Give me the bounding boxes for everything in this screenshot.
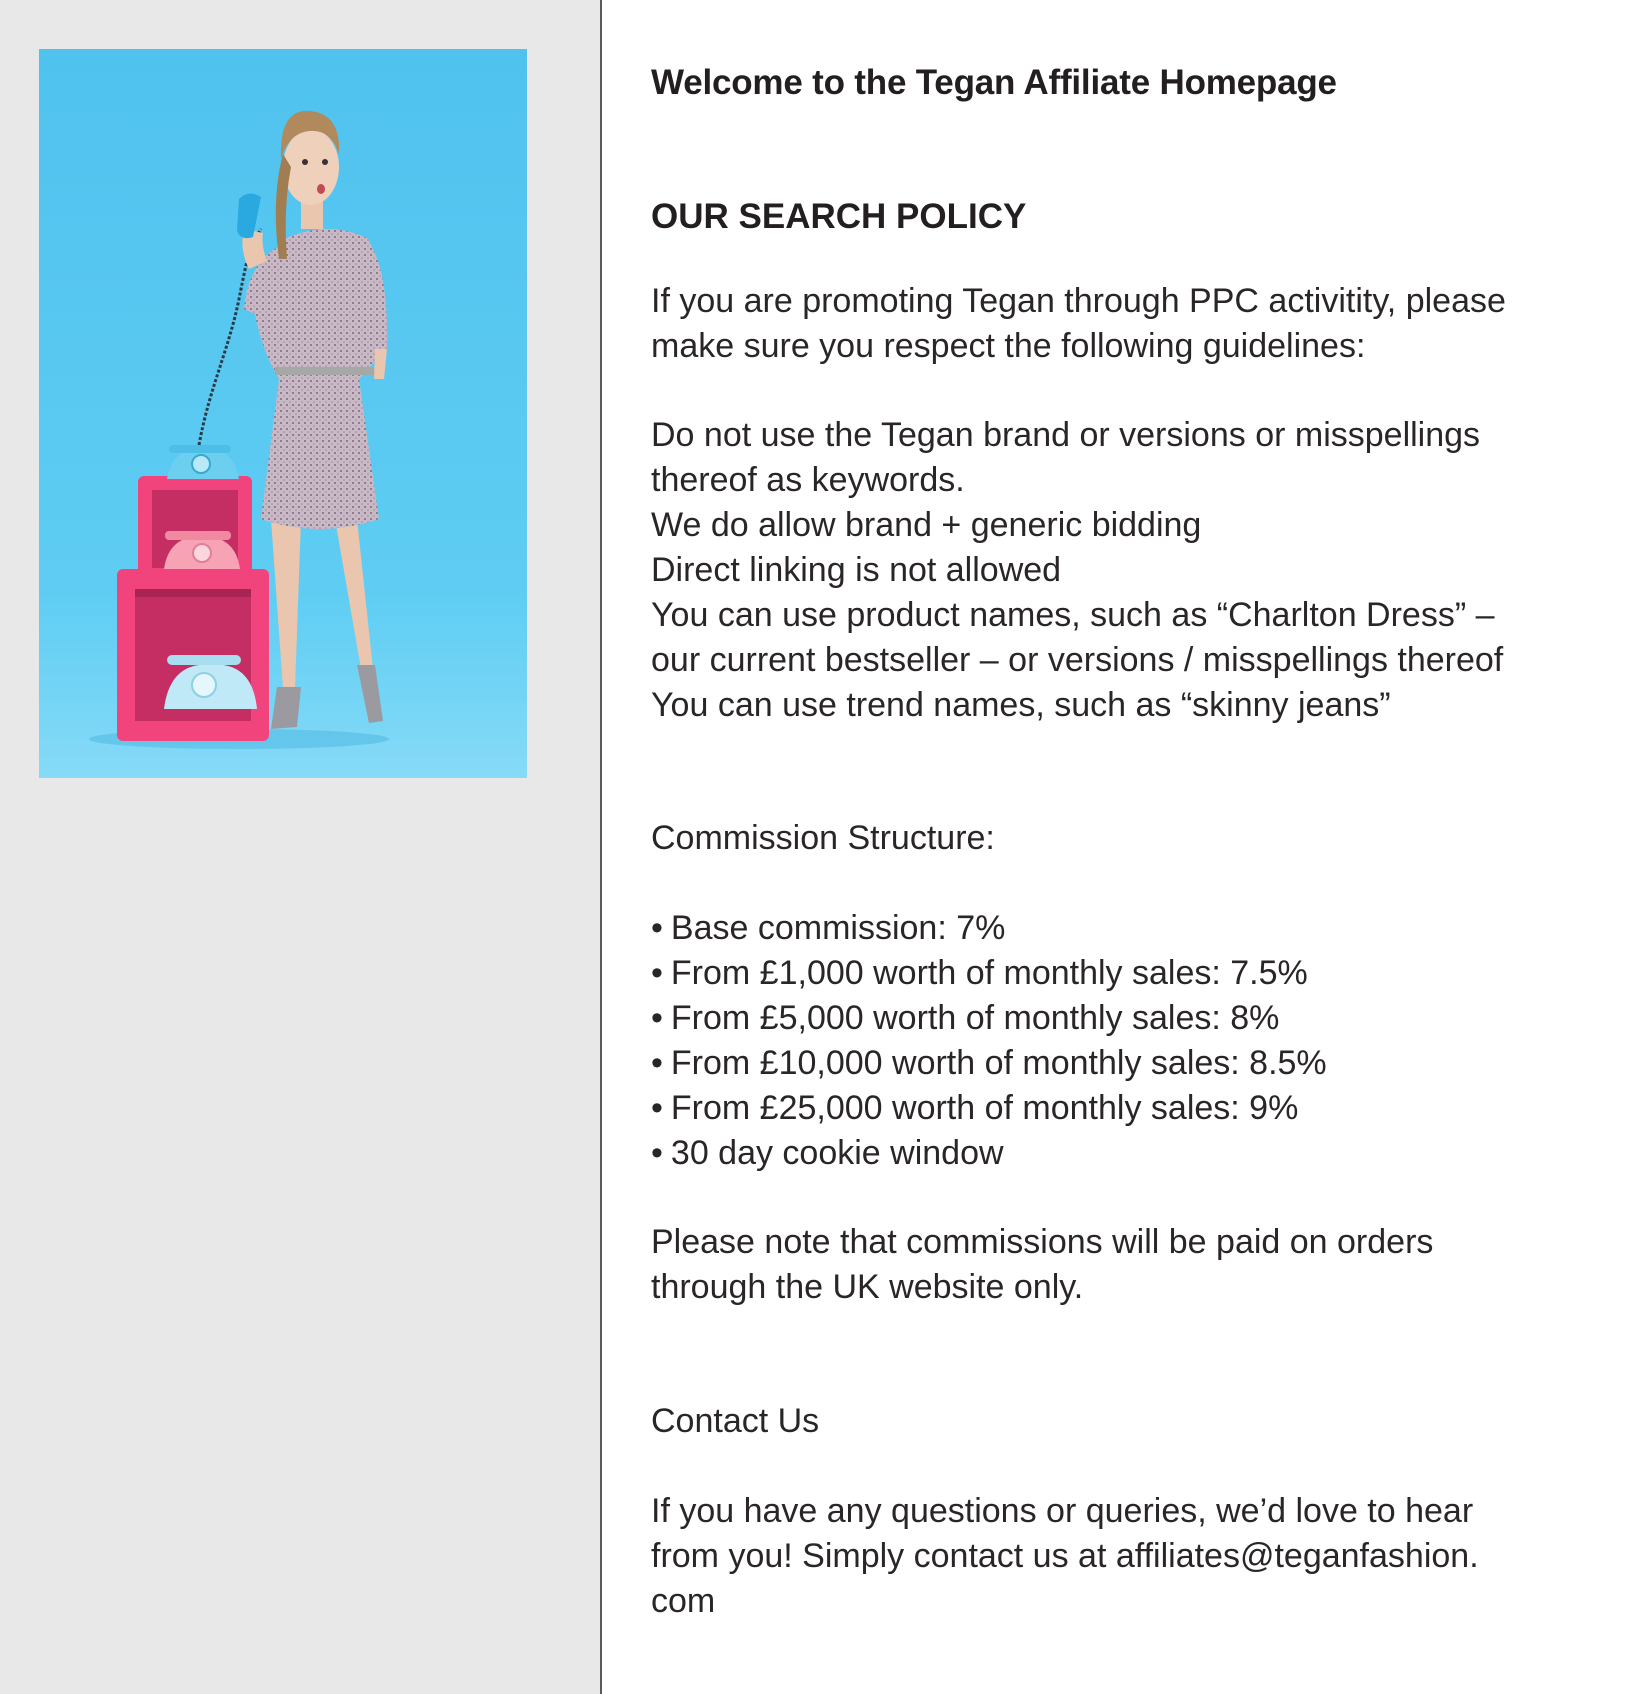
- contact-text: [651, 1489, 1611, 1624]
- rule-line: Do not use the Tegan brand or versions or misspellings: [651, 416, 1481, 454]
- page-title: Welcome to the Tegan Affiliate Homepage: [651, 63, 1337, 102]
- commission-list: [651, 906, 1611, 1176]
- model-with-telephones-photo-icon: [39, 49, 527, 778]
- main-content-panel: [602, 0, 1641, 1694]
- commission-item: • Base commission: 7%: [651, 906, 1611, 951]
- note-line: through the UK website only.: [651, 1268, 1084, 1306]
- rule-line: You can use trend names, such as “skinny jeans”: [651, 686, 1391, 724]
- commission-item: • 30 day cookie window: [651, 1131, 1611, 1176]
- search-policy-rules: [651, 413, 1611, 728]
- commission-note: [651, 1220, 1611, 1310]
- model-photo: [39, 49, 527, 778]
- commission-item: • From £25,000 worth of monthly sales: 9%: [651, 1086, 1611, 1131]
- contact-heading: Contact Us: [651, 1402, 820, 1440]
- content-column: [651, 58, 1611, 1620]
- rule-line: You can use product names, such as “Charlton Dress” –: [651, 596, 1495, 634]
- commission-item: • From £10,000 worth of monthly sales: 8.5%: [651, 1041, 1611, 1086]
- rule-line: We do allow brand + generic bidding: [651, 506, 1202, 544]
- search-policy-heading: OUR SEARCH POLICY: [651, 197, 1027, 236]
- search-policy-intro: [651, 279, 1611, 369]
- intro-line: make sure you respect the following guidelines:: [651, 327, 1366, 365]
- commission-item: • From £5,000 worth of monthly sales: 8%: [651, 996, 1611, 1041]
- commission-heading: Commission Structure:: [651, 819, 995, 857]
- left-sidebar: [0, 0, 602, 1694]
- contact-line: from you! Simply contact us at affiliates@teganfashion.: [651, 1537, 1479, 1575]
- commission-item: • From £1,000 worth of monthly sales: 7.5%: [651, 951, 1611, 996]
- rule-line: our current bestseller – or versions / misspellings thereof: [651, 641, 1504, 679]
- rule-line: Direct linking is not allowed: [651, 551, 1062, 589]
- contact-line: If you have any questions or queries, we’d love to hear: [651, 1492, 1474, 1530]
- rule-line: thereof as keywords.: [651, 461, 965, 499]
- intro-line: If you are promoting Tegan through PPC activitity, please: [651, 282, 1506, 320]
- contact-line: com: [651, 1582, 716, 1620]
- note-line: Please note that commissions will be paid on orders: [651, 1223, 1434, 1261]
